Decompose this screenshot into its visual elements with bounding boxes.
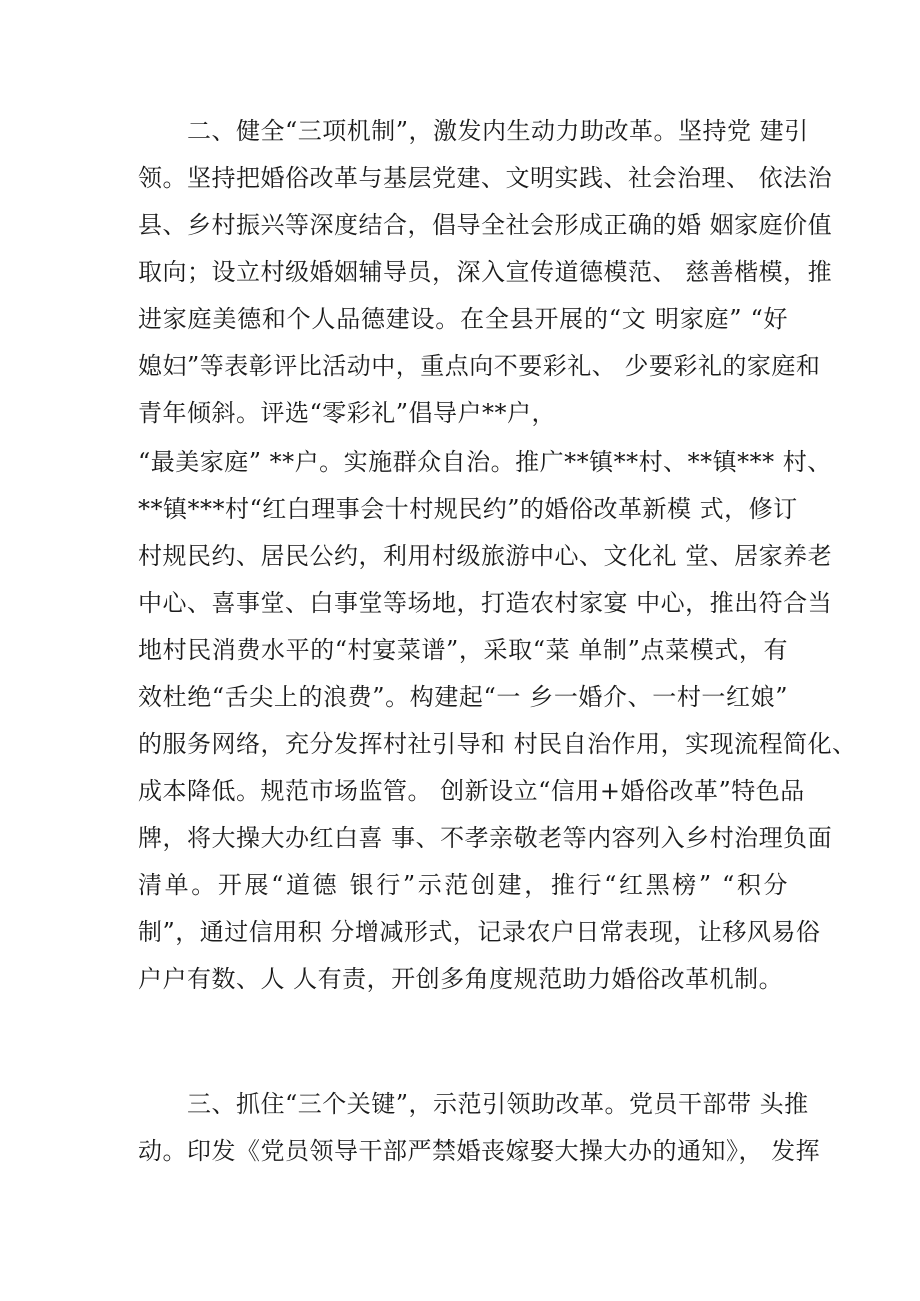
paragraph-1-line-3: 县、乡村振兴等深度结合，倡导全社会形成正确的婚 姻家庭价值 <box>138 211 833 239</box>
paragraph-2-line-6: 效杜绝“舌尖上的浪费”。构建起“一 乡一婚介、一村一红娘” <box>138 683 788 711</box>
paragraph-1-line-5: 进家庭美德和个人品德建设。在全县开展的“文 明家庭” “好 <box>138 305 788 333</box>
paragraph-3-line-1: 三、抓住“三个关键”，示范引领助改革。党员干部带 头推 <box>187 1090 809 1118</box>
paragraph-2-line-10: 清单。开展“道德 银行”示范创建，推行“红黑榜” “积分 <box>138 871 788 899</box>
paragraph-1-line-1: 二、健全“三项机制”，激发内生动力助改革。坚持党 建引 <box>187 117 809 145</box>
paragraph-2-line-7: 的服务网络，充分发挥村社引导和 村民自治作用，实现流程简化、 <box>138 730 857 758</box>
paragraph-2-line-3: 村规民约、居民公约，利用村级旅游中心、文化礼 堂、居家养老 <box>138 542 833 570</box>
paragraph-2-line-1: “最美家庭” **户。实施群众自治。推广**镇**村、**镇*** 村、 <box>138 448 832 476</box>
paragraph-2-line-9: 牌，将大操大办红白喜 事、不孝亲敬老等内容列入乡村治理负面 <box>138 824 833 852</box>
paragraph-1-line-4: 取向；设立村级婚姻辅导员，深入宣传道德模范、 慈善楷模，推 <box>138 258 833 286</box>
paragraph-1-line-7: 青年倾斜。评选“零彩礼”倡导户**户， <box>138 399 557 427</box>
paragraph-2-line-12: 户户有数、人 人有责，开创多角度规范助力婚俗改革机制。 <box>138 965 784 993</box>
paragraph-2-line-11: 制”，通过信用积 分增减形式，记录农户日常表现，让移风易俗 <box>138 918 821 946</box>
paragraph-3-line-2: 动。印发《党员领导干部严禁婚丧嫁娶大操大办的通知》， 发挥 <box>138 1137 821 1165</box>
paragraph-2-line-5: 地村民消费水平的“村宴菜谱”，采取“菜 单制”点菜模式，有 <box>138 636 788 664</box>
paragraph-1-line-6: 媳妇”等表彰评比活动中，重点向不要彩礼、 少要彩礼的家庭和 <box>138 352 821 380</box>
paragraph-1-line-2: 领。坚持把婚俗改革与基层党建、文明实践、社会治理、 依法治 <box>138 164 833 192</box>
paragraph-2-line-4: 中心、喜事堂、白事堂等场地，打造农村家宴 中心，推出符合当 <box>138 589 833 617</box>
paragraph-2-line-8: 成本降低。规范市场监管。 创新设立“信用+婚俗改革”特色品 <box>138 777 805 805</box>
paragraph-2-line-2: **镇***村“红白理事会十村规民约”的婚俗改革新模 式，修订 <box>138 495 798 523</box>
